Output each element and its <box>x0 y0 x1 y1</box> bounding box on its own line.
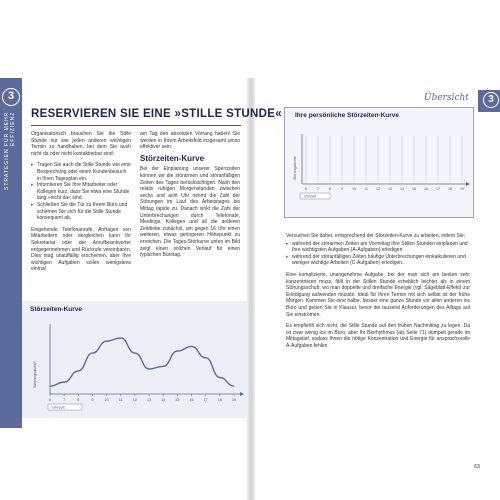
page-number: 63 <box>474 464 481 470</box>
y-axis-label: Störungsdichte <box>293 156 297 180</box>
left-column-b <box>140 131 240 264</box>
y-axis-label: Störungsdichte <box>32 361 37 388</box>
top-margin <box>0 0 500 78</box>
page-title-part1: RESERVIEREN <box>31 108 121 120</box>
x-tick-label: 17 <box>203 398 208 402</box>
chapter-number-badge-right: 3 <box>483 92 499 108</box>
chart-title-right: Ihre persönliche Störzeiten-Kurve <box>295 112 400 119</box>
x-tick-label: 18 <box>448 187 452 191</box>
x-tick-label: 16 <box>424 187 428 191</box>
x-tick-label: 17 <box>436 187 440 191</box>
x-tick-label: 9 <box>91 398 94 402</box>
right-para1-intro: Versuchen Sie daher, entsprechend der Störzeiten-Kurve zu arbeiten, indem Sie: <box>286 233 465 239</box>
x-tick-label: 6 <box>48 398 52 402</box>
x-tick-label: 8 <box>77 398 80 402</box>
x-axis-label: Uhrzeit <box>304 194 317 199</box>
personal-curve-chart <box>284 124 474 216</box>
x-tick-label: 15 <box>412 187 416 191</box>
x-tick-label: 8 <box>329 187 331 191</box>
x-tick-label: 16 <box>189 398 194 402</box>
x-tick-label: 7 <box>317 187 319 191</box>
x-tick-label: 19 <box>231 398 237 402</box>
x-tick-label: 13 <box>146 398 152 402</box>
right-column <box>286 233 470 355</box>
col-a-bullet: ▸ Schließen Sie die Tür zu Ihrem Büro und schirmen Sie sich für die Stille Stunde konsequent ab. <box>31 202 131 222</box>
right-bullet: ▸ während der störarmen Zeiten am Vormittag Ihre Stillen Stunden einplanen und Ihre wichtigsten Aufgaben (A-Aufgaben) erledigen. <box>286 241 470 254</box>
x-tick-label: 6 <box>305 187 307 191</box>
x-axis-label: Uhrzeit <box>52 404 65 410</box>
right-bullet-list <box>286 241 470 267</box>
page-title-part2: »STILLE STUNDE« <box>171 108 282 120</box>
right-para3: Es empfiehlt sich nicht, die Stille Stunde auf den frühen Nachmittag zu legen. Da ist zwar wenig los im Büro, aber Ihr Biorhythmus (als Seite 71) dümpelt gerade im Mittagstief, sodass Ihnen die nötige Konzentration und Energie für anspruchsvolle A-Aufgaben fehlen. <box>286 323 470 349</box>
x-tick-label: 10 <box>104 398 109 402</box>
x-axis-arrow <box>466 182 470 186</box>
col-b-para1: am Tag den absoluten Vorrang haben! Sie werden in Ihrem Arbeitsfeld insgesamt umso effektiver sein. <box>140 131 240 151</box>
x-tick-label: 14 <box>161 398 166 402</box>
page-title <box>31 108 282 120</box>
x-tick-label: 11 <box>118 398 123 402</box>
col-a-para2: Eingehende Telefonanrufe, Anfragen von Mitarbeitern oder dergleichen kann Ihr Sekretariat oder der Anrufbeantworter entgegennehmen und Rückrufe vereinbaren. Dies mag unauffällig erscheinen, aber Ihre wichtigen Aufgaben sollen wenigstens einmal <box>31 226 131 273</box>
x-tick-label: 11 <box>364 187 368 191</box>
overview-label: Übersicht <box>424 93 469 103</box>
disturbance-curve-chart <box>22 316 248 416</box>
x-tick-label: 12 <box>376 187 380 191</box>
left-column-a <box>31 131 131 278</box>
chapter-side-label: STRATEGIEN FÜR MEHR EFFIZIENZ <box>4 112 16 191</box>
section-subheading: Störzeiten-Kurve <box>140 153 205 163</box>
x-tick-label: 14 <box>400 187 404 191</box>
x-tick-label: 15 <box>175 398 180 402</box>
col-a-bullet: ▸ Tragen Sie auch die Stille Stunde wie eine Besprechung oder einen Kundenbesuch in Ihren Tagesplan ein. <box>31 162 131 182</box>
col-a-bullet-list <box>31 162 131 221</box>
chapter-number-badge: 3 <box>2 88 20 106</box>
x-tick-label: 18 <box>217 398 222 402</box>
x-axis-arrow <box>240 392 244 396</box>
title-rule <box>31 125 241 126</box>
series-line <box>50 338 234 386</box>
x-tick-label: 9 <box>341 187 343 191</box>
x-tick-label: 12 <box>132 398 138 402</box>
x-tick-label: 7 <box>63 398 66 402</box>
col-b-para2: Bei der Einplanung unserer Sperrzeiten können wir die störarmen und störanfälligen Zeiten des Tages berücksichtigen. Nach den relativ ruhigen Morgenstunden zwischen sechs und acht Uhr nimmt die Zahl der Störungen im Lauf des Arbeitstages bis Mittag rapide zu. Danach sinkt die Zahl der Unterbrechungen durch Telefonate, Meetings, Kollegen und all die anderen Zeitdiebe zunächst, um gegen 16 Uhr einen weiteren, etwas geringeren Höhepunkt zu erreichen. Die Tages-Störkurve unten im Bild zeigt einen solchen Verlauf für einen typischen Bürotag. <box>140 166 240 259</box>
col-a-bullet: ▸ Informieren Sie Ihre Mitarbeiter oder Kollegen kurz, dass Sie etwa eine Stunde lang »nicht da« sind. <box>31 182 131 202</box>
x-tick-label: 13 <box>388 187 392 191</box>
x-tick-label: 19 <box>460 187 464 191</box>
col-a-intro: Organisatorisch brauchen Sie die Stille Stunde nur wie jeden anderen wichtigen Termin zu handhaben, bei dem Sie auch nicht da oder nicht kontaktierbar sind: <box>31 131 131 157</box>
chart-title-left: Störzeiten-Kurve <box>30 306 83 313</box>
page-title-accent: SIE EINE <box>120 108 172 120</box>
right-para2: Eine komplizierte, unangenehme Aufgabe, bei der man sich am besten sehr konzentrieren muss, fällt in der Stillen Stunde erheblich leichter als in einem Störungsschub, wo man doppelte und dreifache Energie (vgl. Sägeblatt-Effekt) zur Erledigung aufwenden müsste. Ideal für Ihren Termin mit sich selbst ist der frühe Morgen. Kommen Sie eine halbe, besser eine ganze Stunde vor allen anderen ins Büro und geben Sie in Klausur, bevor die tausend Anforderungen des Alltags auf Sie einströmen. <box>286 271 470 318</box>
x-tick-label: 10 <box>352 187 356 191</box>
right-bullet: ▸ während der störanfälligen Zeiten häufige Unterbrechungen einkalkulieren und weniger wichtige Arbeiten (C-Aufgaben) erledigen. <box>286 254 470 267</box>
